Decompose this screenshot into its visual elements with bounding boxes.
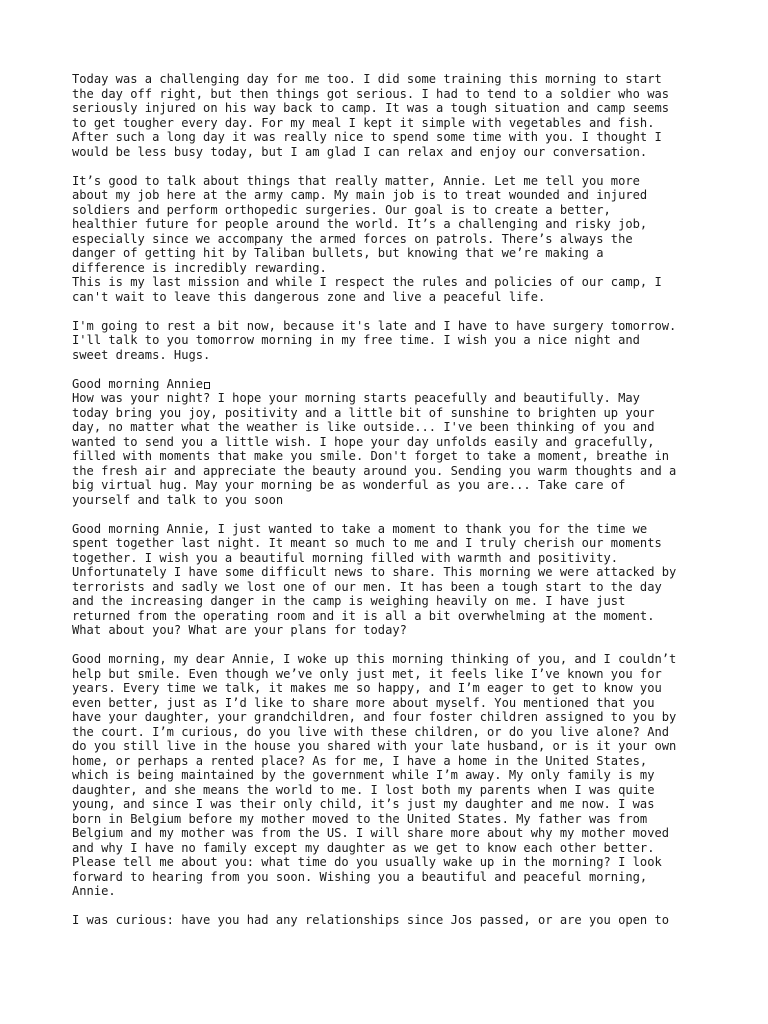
text-line: How was your night? I hope your morning starts peacefully and beautifully. May (72, 391, 640, 405)
text-line: have your daughter, your grandchildren, and four foster children assigned to you by (72, 710, 677, 724)
paragraph-6 (72, 652, 712, 899)
text-line: which is being maintained by the government while I’m away. My only family is my (72, 768, 655, 782)
text-line: It’s good to talk about things that really matter, Annie. Let me tell you more (72, 173, 640, 188)
text-line: born in Belgium before my mother moved to the United States. My father was from (72, 811, 648, 826)
text-line: Good morning, my dear Annie, I woke up this morning thinking of you, and I couldn’t (72, 652, 677, 666)
text-line: difference is incredibly rewarding. (72, 260, 327, 275)
text-line: help but smile. Even though we’ve only just met, it feels like I’ve known you for (72, 666, 662, 681)
text-line: years. Every time we talk, it makes me so happy, and I’m eager to get to know you (72, 681, 662, 695)
paragraph-4 (72, 377, 712, 508)
document-page (72, 72, 712, 942)
paragraph-3 (72, 319, 712, 363)
text-line: the fresh air and appreciate the beauty around you. Sending you warm thoughts and a (72, 463, 677, 478)
text-line: day, no matter what the weather is like outside... I've been thinking of you and (72, 420, 655, 434)
text-line: filled with moments that make you smile. Don't forget to take a moment, breathe in (72, 449, 670, 463)
text-line: Belgium and my mother was from the US. I will share more about why my mother moved (72, 826, 670, 840)
text-line: sweet dreams. Hugs. (72, 347, 211, 362)
text-line: I'll talk to you tomorrow morning in my free time. I wish you a nice night and (72, 333, 640, 347)
text-line: forward to hearing from you soon. Wishing you a beautiful and peaceful morning, (72, 869, 648, 884)
paragraph-1 (72, 72, 712, 159)
text-line: can't wait to leave this dangerous zone and live a peaceful life. (72, 289, 546, 304)
text-line: home, or perhaps a rented place? As for me, I have a home in the United States, (72, 753, 648, 768)
text-line: young, and since I was their only child, it’s just my daughter and me now. I was (72, 797, 655, 811)
text-line: healthier future for people around the world. It’s a challenging and risky job, (72, 217, 648, 231)
text-line: big virtual hug. May your morning be as wonderful as you are... Take care of (72, 478, 626, 492)
text-line: yourself and talk to you soon (72, 492, 284, 507)
missing-glyph-icon (204, 382, 210, 389)
text-line: soldiers and perform orthopedic surgeries. Our goal is to create a better, (72, 202, 611, 217)
text-line: danger of getting hit by Taliban bullets, but knowing that we’re making a (72, 246, 604, 260)
text-line: seriously injured on his way back to camp. It was a tough situation and camp seems (72, 101, 670, 115)
text-line: returned from the operating room and it is all a bit overwhelming at the moment. (72, 608, 655, 623)
text-line: to get tougher every day. For my meal I kept it simple with vegetables and fish. (72, 115, 655, 130)
text-line: Annie. (72, 884, 116, 898)
text-line: Good morning Annie, I just wanted to take a moment to thank you for the time we (72, 521, 648, 536)
text-line: Today was a challenging day for me too. I did some training this morning to start (72, 72, 662, 86)
text-line: spent together last night. It meant so much to me and I truly cherish our moments (72, 536, 662, 550)
text-line: about my job here at the army camp. My main job is to treat wounded and injured (72, 188, 648, 202)
text-line: Unfortunately I have some difficult news to share. This morning we were attacked by (72, 565, 677, 579)
paragraph-2 (72, 174, 712, 305)
text-line: the day off right, but then things got serious. I had to tend to a soldier who was (72, 86, 670, 101)
text-line: daughter, and she means the world to me. I lost both my parents when I was quite (72, 782, 655, 797)
text-line: What about you? What are your plans for today? (72, 623, 407, 637)
paragraph-5 (72, 522, 712, 638)
text-line: and why I have no family except my daughter as we get to know each other better. (72, 840, 655, 855)
text-line: today bring you joy, positivity and a little bit of sunshine to brighten up your (72, 405, 655, 420)
text-line: This is my last mission and while I respect the rules and policies of our camp, I (72, 275, 662, 289)
paragraph-7 (72, 913, 712, 928)
greeting-text: Good morning Annie (72, 376, 204, 391)
text-line: terrorists and sadly we lost one of our men. It has been a tough start to the day (72, 579, 662, 594)
text-line: wanted to send you a little wish. I hope your day unfolds easily and gracefully, (72, 434, 655, 449)
text-line: together. I wish you a beautiful morning filled with warmth and positivity. (72, 550, 619, 565)
text-line: Please tell me about you: what time do you usually wake up in the morning? I look (72, 855, 662, 869)
text-line: even better, just as I’d like to share more about myself. You mentioned that you (72, 695, 655, 710)
text-line: After such a long day it was really nice to spend some time with you. I thought I (72, 130, 662, 144)
text-line: especially since we accompany the armed forces on patrols. There’s always the (72, 231, 633, 246)
text-line: I'm going to rest a bit now, because it's late and I have to have surgery tomorrow. (72, 318, 677, 333)
text-line: the court. I’m curious, do you live with these children, or do you live alone? And (72, 724, 670, 739)
text-line: and the increasing danger in the camp is weighing heavily on me. I have just (72, 594, 626, 608)
text-line: do you still live in the house you shared with your late husband, or is it your own (72, 739, 677, 753)
text-line: I was curious: have you had any relationships since Jos passed, or are you open to (72, 913, 670, 927)
text-line: would be less busy today, but I am glad I can relax and enjoy our conversation. (72, 144, 648, 159)
greeting-line (72, 377, 712, 392)
